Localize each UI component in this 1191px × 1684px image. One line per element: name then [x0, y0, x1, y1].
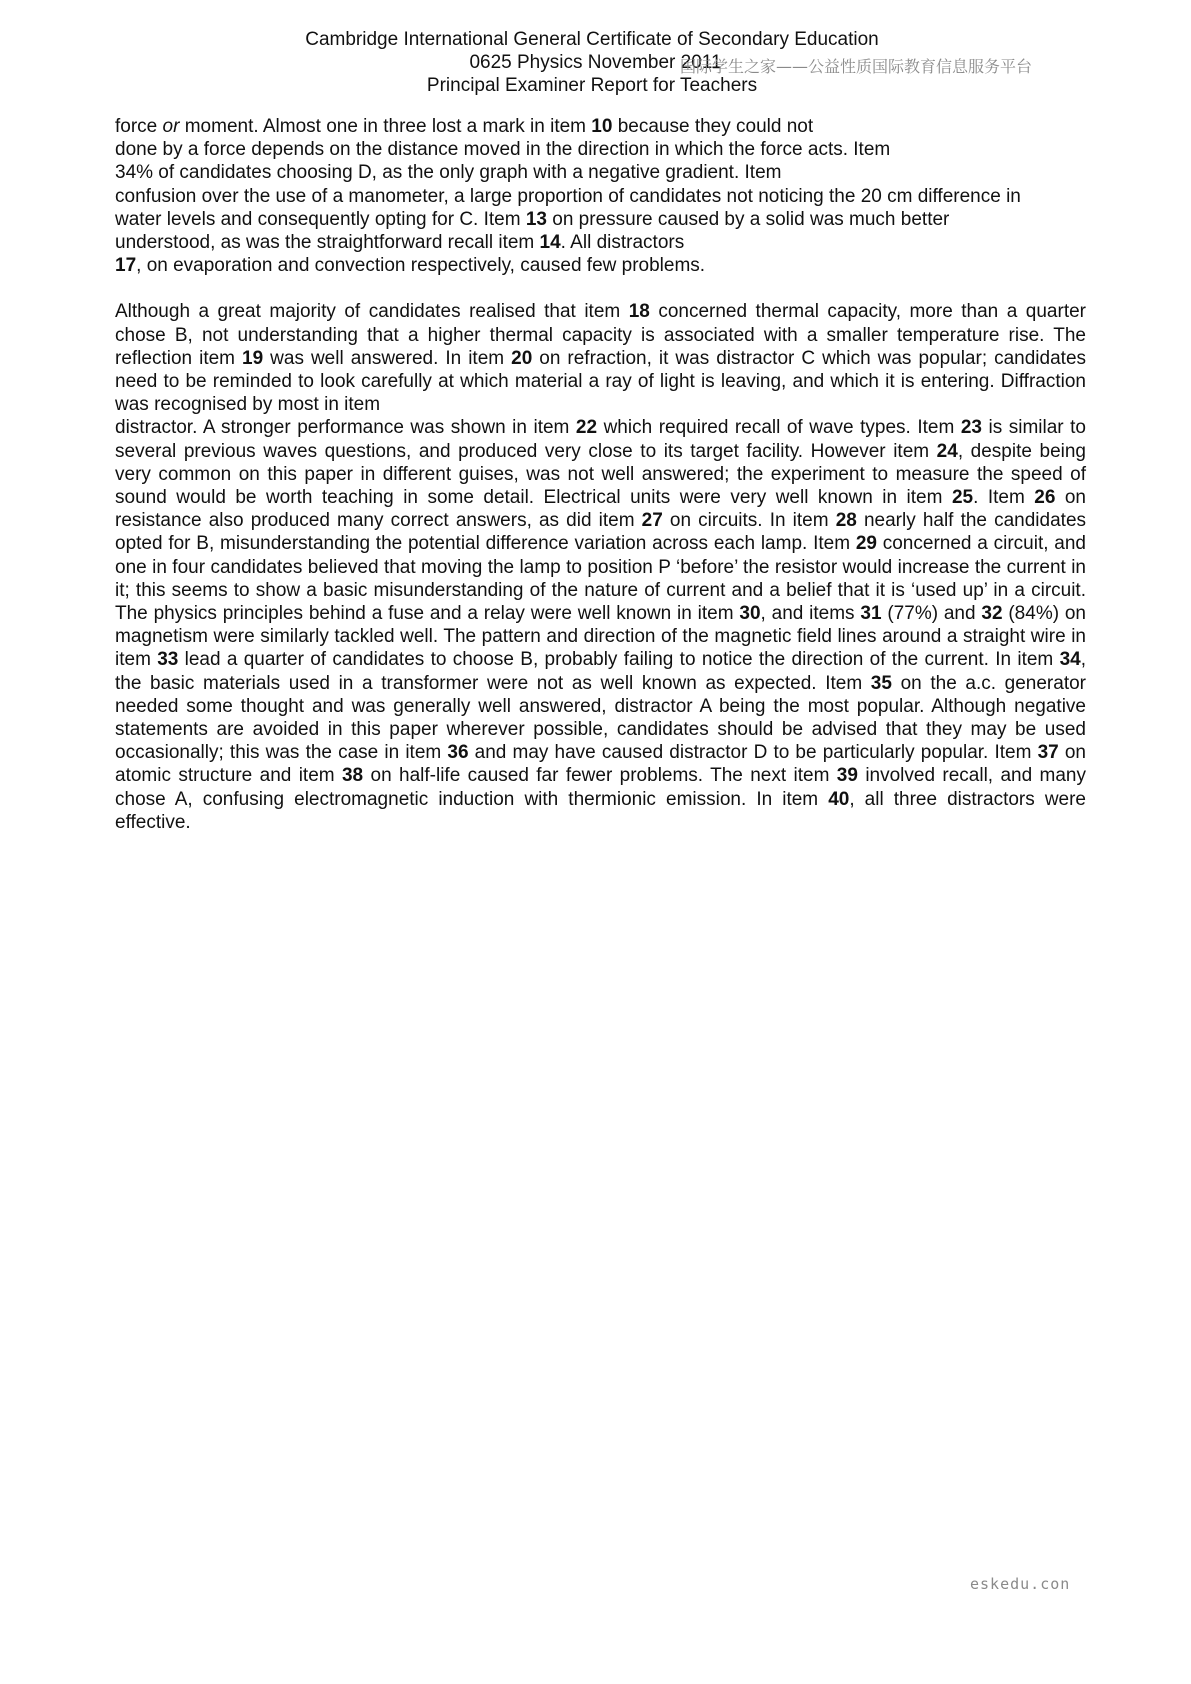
p1-line-5: water levels and consequently opting for C. Item 13 on pressure caused by a solid was much better — [115, 208, 950, 230]
paragraph-1 — [115, 115, 1086, 277]
header-line-2: 0625 Physics November 2011 — [469, 52, 722, 73]
p1-line-2: done by a force depends on the distance moved in the direction in which the force acts. Item — [115, 139, 891, 161]
paragraph-3: distractor. A stronger performance was shown in item 22 which required recall of wave types. Item 23 is similar to several previous waves questions, and produced very close to its target facility. However item 24, despite being very common on this paper in different guises, was not well answered; the experiment to measure the speed of sound would be worth teaching in some detail. Electrical units were very well known in item 25. Item 26 on resistance also produced many correct answers, as did item 27 on circuits. In item 28 nearly half the candidates opted for B, misunderstanding the potential difference variation across each lamp. Item 29 concerned a circuit, and one in four candidates believed that moving the lamp to position P ‘before’ the resistor would increase the current in it; this seems to show a basic misunderstanding of the nature of current and a belief that it is ‘used up’ in a circuit. The physics principles behind a fuse and a relay were well known in item 30, and items 31 (77%) and 32 (84%) on magnetism were similarly tackled well. The pattern and direction of the magnetic field lines around a straight wire in item 33 lead a quarter of candidates to choose B, probably failing to notice the direction of the current. In item 34, the basic materials used in a transformer were not as well known as expected. Item 35 on the a.c. generator needed some thought and was generally well answered, distractor A being the most popular. Although negative statements are avoided in this paper wherever possible, candidates should be advised that they may be used occasionally; this was the case in item 36 and may have caused distractor D to be particularly popular. Item 37 on atomic structure and item 38 on half-life caused far fewer problems. The next item 39 involved recall, and many chose A, confusing electromagnetic induction with thermionic emission. In item 40, all three distractors were effective. — [115, 417, 1087, 833]
report-body — [115, 115, 1086, 834]
paragraph-gap — [115, 277, 1086, 300]
p1-line-6: understood, as was the straightforward recall item 14. All distractors — [115, 232, 685, 254]
p1-line-7: 17, on evaporation and convection respectively, caused few problems. — [115, 255, 706, 277]
header-line-1: Cambridge International General Certificate of Secondary Education — [305, 29, 879, 50]
header-line-3: Principal Examiner Report for Teachers — [426, 75, 758, 96]
watermark-top: 国际学生之家——公益性质国际教育信息服务平台 — [680, 57, 1033, 76]
p1-line-1: force or moment. Almost one in three lost a mark in item 10 because they could not — [115, 116, 814, 137]
paragraph-2: Although a great majority of candidates realised that item 18 concerned thermal capacity, more than a quarter chose B, not understanding that a higher thermal capacity is associated with a smaller temperature rise. The reflection item 19 was well answered. In item 20 on refraction, it was distractor C which was popular; candidates need to be reminded to look carefully at which material a ray of light is leaving, and which it is entering. Diffraction was recognised by most in item — [115, 301, 1087, 416]
p1-line-4: confusion over the use of a manometer, a large proportion of candidates not noticing the 20 cm difference in — [115, 185, 1021, 207]
watermark-bottom: eskedu.con — [970, 1575, 1071, 1593]
p1-line-3: 34% of candidates choosing D, as the only graph with a negative gradient. Item — [115, 162, 782, 184]
